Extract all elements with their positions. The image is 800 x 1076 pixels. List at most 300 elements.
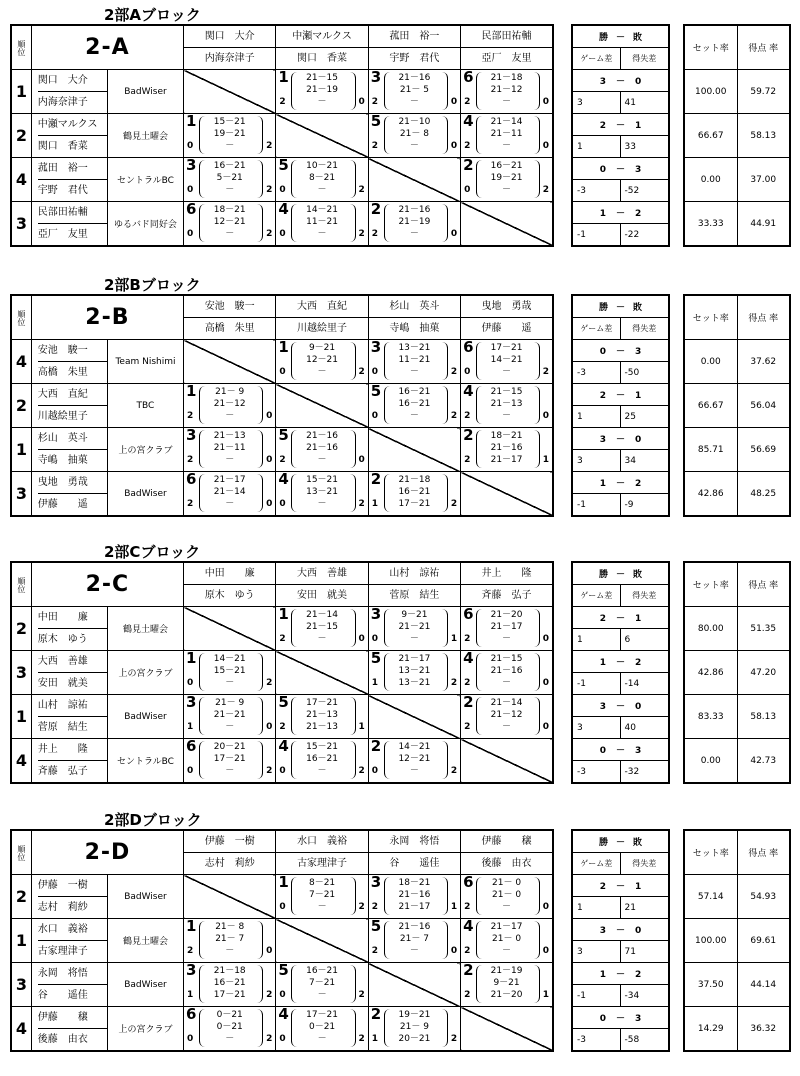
match-result-cell xyxy=(461,875,553,919)
set-rate-value: 100.00 xyxy=(684,70,737,114)
game-score: 21－18 xyxy=(398,475,431,485)
game-score: 21－14 xyxy=(213,487,246,497)
match-result-cell xyxy=(276,607,368,651)
wins-value: 0 xyxy=(599,347,606,357)
match-result-cell xyxy=(276,70,368,114)
game-diff-header: ゲーム差 xyxy=(572,48,620,70)
pair-names xyxy=(31,340,107,384)
match-order: 4 xyxy=(463,113,474,130)
games-won: 0 xyxy=(371,411,378,421)
game-score: 16－21 xyxy=(213,978,246,988)
game-score: 20－21 xyxy=(213,742,246,752)
opponent-header xyxy=(461,295,553,340)
point-rate-value: 47.20 xyxy=(737,651,790,695)
set-rate-value: 42.86 xyxy=(684,651,737,695)
pair-names xyxy=(31,70,107,114)
game-score: 14－21 xyxy=(398,742,431,752)
rank-value: 3 xyxy=(11,202,31,247)
point-rate-value: 48.25 xyxy=(737,472,790,517)
self-match-cell xyxy=(184,340,276,384)
header-player-1: 永岡 将悟 xyxy=(389,836,440,847)
game-score: 8－21 xyxy=(308,878,336,888)
pair-names xyxy=(31,158,107,202)
losses-value: 0 xyxy=(635,702,642,712)
losses-value: 3 xyxy=(635,746,642,756)
set-rate-value: 66.67 xyxy=(684,384,737,428)
win-loss-record xyxy=(572,695,669,717)
game-score: 19－21 xyxy=(490,173,523,183)
block-3 xyxy=(0,541,800,781)
games-won: 0 xyxy=(279,902,286,912)
match-result-cell xyxy=(368,919,460,963)
game-score: 16－21 xyxy=(490,161,523,171)
game-score: － xyxy=(502,185,512,195)
game-score: 16－21 xyxy=(398,487,431,497)
losses-value: 2 xyxy=(635,479,642,489)
block-4 xyxy=(0,809,800,1049)
pair-names xyxy=(31,1007,107,1052)
match-result-cell xyxy=(461,158,553,202)
match-result-cell xyxy=(461,651,553,695)
team-name: TBC xyxy=(107,384,183,428)
game-score: 13－21 xyxy=(398,678,431,688)
header-player-2: 菅原 結生 xyxy=(369,584,460,606)
match-result-cell xyxy=(184,114,276,158)
dash: － xyxy=(616,658,626,668)
match-order: 5 xyxy=(370,650,382,667)
point-diff-value: 21 xyxy=(620,897,669,919)
game-score: － xyxy=(409,141,419,151)
match-order: 6 xyxy=(463,69,474,86)
games-won: 2 xyxy=(464,455,471,465)
games-lost: 2 xyxy=(266,1034,273,1044)
self-match-cell xyxy=(461,739,553,784)
match-order: 1 xyxy=(278,606,289,623)
games-won: 2 xyxy=(464,411,471,421)
game-score: － xyxy=(317,185,327,195)
game-score: － xyxy=(225,455,235,465)
dash: － xyxy=(616,121,626,131)
header-player-2: 後藤 由衣 xyxy=(461,852,552,874)
games-lost: 0 xyxy=(542,634,549,644)
point-diff-value: 41 xyxy=(620,92,669,114)
pair-names xyxy=(31,472,107,517)
point-diff-header: 得失差 xyxy=(620,318,669,340)
games-won: 1 xyxy=(187,722,194,732)
games-won: 2 xyxy=(371,229,378,239)
point-rate-value: 69.61 xyxy=(737,919,790,963)
rank-header: 順位 xyxy=(11,295,31,340)
game-score: － xyxy=(225,678,235,688)
losses-value: 1 xyxy=(635,121,642,131)
match-order: 2 xyxy=(463,157,474,174)
player-1: 伊藤 穣 xyxy=(37,1012,88,1023)
game-score: 21－15 xyxy=(306,73,338,83)
game-score: 15－21 xyxy=(213,117,246,127)
game-diff-value: 3 xyxy=(572,450,620,472)
table-row xyxy=(11,428,553,472)
header-player-1: 水口 義裕 xyxy=(297,836,348,847)
match-result-cell xyxy=(368,875,460,919)
game-score: － xyxy=(409,634,419,644)
opponent-header xyxy=(368,830,460,875)
game-score: 10－21 xyxy=(306,161,338,171)
game-score: 18－21 xyxy=(398,878,431,888)
games-lost: 1 xyxy=(450,634,458,644)
game-score: － xyxy=(317,499,327,509)
match-result-cell xyxy=(461,695,553,739)
point-rate-value: 44.14 xyxy=(737,963,790,1007)
game-score: 21－ 9 xyxy=(215,387,245,397)
game-diff-value: 3 xyxy=(572,717,620,739)
game-score: 17－21 xyxy=(398,499,431,509)
header-player-1: 伊藤 一樹 xyxy=(204,836,255,847)
header-player-1: 大西 直紀 xyxy=(297,301,348,312)
round-robin-table xyxy=(10,829,554,1052)
match-order: 6 xyxy=(463,606,474,623)
set-rate-header: セット率 xyxy=(684,295,737,340)
header-player-1: 中田 廉 xyxy=(204,568,255,579)
match-order: 3 xyxy=(186,694,197,711)
match-order: 2 xyxy=(370,738,382,755)
point-diff-value: 71 xyxy=(620,941,669,963)
game-score: 21－ 9 xyxy=(215,698,245,708)
game-diff-value: -1 xyxy=(572,494,620,517)
point-rate-value: 58.13 xyxy=(737,695,790,739)
game-diff-value: -3 xyxy=(572,180,620,202)
header-player-1: 民部田祐輔 xyxy=(481,31,532,42)
block-title: 2部Cブロック xyxy=(104,543,201,561)
player-1: 井上 隆 xyxy=(37,744,88,755)
games-won: 2 xyxy=(371,902,379,912)
rank-value: 3 xyxy=(11,472,31,517)
header-player-2: 谷 遥佳 xyxy=(369,852,460,874)
self-match-cell xyxy=(461,1007,553,1052)
game-score: 21－17 xyxy=(490,622,523,632)
set-rate-value: 80.00 xyxy=(684,607,737,651)
opponent-header xyxy=(276,562,368,607)
games-won: 2 xyxy=(279,722,286,732)
game-score: 13－21 xyxy=(398,343,431,353)
games-lost: 2 xyxy=(358,766,365,776)
win-loss-record xyxy=(572,114,669,136)
game-score: 21－12 xyxy=(213,399,246,409)
match-result-cell xyxy=(461,963,553,1007)
games-lost: 0 xyxy=(542,902,549,912)
games-lost: 1 xyxy=(542,455,549,465)
point-diff-value: -52 xyxy=(620,180,669,202)
match-result-cell xyxy=(276,202,368,247)
match-result-cell xyxy=(184,158,276,202)
match-order: 3 xyxy=(370,606,382,623)
games-lost: 0 xyxy=(358,97,365,107)
wins-value: 3 xyxy=(599,926,606,936)
rank-value: 2 xyxy=(11,607,31,651)
game-score: － xyxy=(502,722,512,732)
match-result-cell xyxy=(276,739,368,784)
match-order: 4 xyxy=(463,650,474,667)
header-player-2: 宇野 君代 xyxy=(369,47,460,69)
team-name: ゆるバド同好会 xyxy=(107,202,183,247)
team-name: BadWiser xyxy=(107,70,183,114)
game-score: － xyxy=(409,229,419,239)
wins-value: 3 xyxy=(599,702,606,712)
header-player-1: 井上 隆 xyxy=(481,568,532,579)
player-2: 川越絵里子 xyxy=(38,405,107,427)
losses-value: 3 xyxy=(635,1014,642,1024)
game-diff-value: -1 xyxy=(572,224,620,247)
game-score: － xyxy=(317,990,327,1000)
win-loss-record xyxy=(572,607,669,629)
game-score: 15－21 xyxy=(306,742,338,752)
round-robin-table xyxy=(10,24,554,247)
set-rate-value: 0.00 xyxy=(684,739,737,784)
game-score: 8－21 xyxy=(308,173,336,183)
match-order: 2 xyxy=(463,427,474,444)
games-lost: 0 xyxy=(266,499,273,509)
win-loss-record xyxy=(572,1007,669,1029)
match-order: 4 xyxy=(278,471,289,488)
match-result-cell xyxy=(184,651,276,695)
game-score: 17－21 xyxy=(306,1010,339,1020)
game-score: － xyxy=(225,185,235,195)
team-name: 上の宮クラブ xyxy=(107,428,183,472)
header-player-2: 川越絵里子 xyxy=(276,317,367,339)
game-diff-header: ゲーム差 xyxy=(572,318,620,340)
match-result-cell xyxy=(368,340,460,384)
point-diff-value: -34 xyxy=(620,985,669,1007)
game-diff-value: -1 xyxy=(572,985,620,1007)
header-player-1: 杉山 英斗 xyxy=(389,301,440,312)
win-loss-record xyxy=(572,340,669,362)
dash: － xyxy=(616,970,626,980)
games-lost: 0 xyxy=(542,722,549,732)
match-result-cell xyxy=(184,919,276,963)
player-2: 寺嶋 抽菓 xyxy=(38,449,107,471)
match-order: 5 xyxy=(370,918,382,935)
point-rate-value: 51.35 xyxy=(737,607,790,651)
self-match-cell xyxy=(276,384,368,428)
games-lost: 0 xyxy=(542,678,549,688)
game-score: 21－21 xyxy=(398,622,431,632)
set-rate-value: 14.29 xyxy=(684,1007,737,1052)
games-lost: 2 xyxy=(450,411,458,421)
game-score: 21－19 xyxy=(306,85,338,95)
game-score: － xyxy=(409,411,419,421)
games-won: 2 xyxy=(464,990,471,1000)
game-score: 21－17 xyxy=(398,654,431,664)
games-lost: 2 xyxy=(266,990,273,1000)
game-score: 7－21 xyxy=(308,890,336,900)
games-won: 0 xyxy=(279,367,286,377)
game-score: 21－15 xyxy=(490,387,523,397)
rate-table xyxy=(683,561,791,784)
team-name: 鶴見土曜会 xyxy=(107,919,183,963)
match-order: 4 xyxy=(463,918,474,935)
table-row xyxy=(11,963,553,1007)
point-rate-value: 42.73 xyxy=(737,739,790,784)
player-1: 中田 廉 xyxy=(37,612,88,623)
opponent-header xyxy=(461,562,553,607)
rank-value: 4 xyxy=(11,340,31,384)
games-lost: 2 xyxy=(358,990,365,1000)
games-won: 2 xyxy=(464,634,471,644)
match-result-cell xyxy=(184,428,276,472)
player-1: 大西 直紀 xyxy=(37,389,88,400)
game-score: 21－16 xyxy=(398,890,431,900)
set-rate-value: 37.50 xyxy=(684,963,737,1007)
point-rate-value: 59.72 xyxy=(737,70,790,114)
match-result-cell xyxy=(184,739,276,784)
set-rate-value: 83.33 xyxy=(684,695,737,739)
header-player-2: 原木 ゆう xyxy=(184,584,275,606)
rank-value: 4 xyxy=(11,739,31,784)
game-score: 21－ 0 xyxy=(492,934,522,944)
player-2: 谷 遥佳 xyxy=(38,984,107,1006)
point-rate-value: 54.93 xyxy=(737,875,790,919)
table-row xyxy=(11,384,553,428)
games-won: 2 xyxy=(279,97,286,107)
dash: － xyxy=(616,479,626,489)
game-score: － xyxy=(502,902,512,912)
rank-value: 3 xyxy=(11,963,31,1007)
match-result-cell xyxy=(184,472,276,517)
game-score: － xyxy=(317,97,327,107)
opponent-header xyxy=(276,830,368,875)
team-name: 上の宮クラブ xyxy=(107,1007,183,1052)
point-rate-header: 得点 率 xyxy=(737,25,790,70)
game-score: － xyxy=(317,902,327,912)
game-score: － xyxy=(317,634,327,644)
dash: － xyxy=(616,1014,626,1024)
team-name: BadWiser xyxy=(107,472,183,517)
games-lost: 0 xyxy=(542,97,549,107)
game-score: 21－16 xyxy=(398,205,431,215)
wins-value: 2 xyxy=(599,882,606,892)
self-match-cell xyxy=(276,651,368,695)
player-2: 志村 莉紗 xyxy=(38,896,107,918)
wins-value: 0 xyxy=(599,746,606,756)
player-2: 伊藤 遥 xyxy=(38,493,107,515)
games-lost: 0 xyxy=(450,97,458,107)
self-match-cell xyxy=(184,70,276,114)
game-score: 12－21 xyxy=(398,754,431,764)
point-diff-value: -58 xyxy=(620,1029,669,1052)
game-score: 21－17 xyxy=(213,475,246,485)
wins-value: 3 xyxy=(599,77,606,87)
games-lost: 2 xyxy=(542,185,549,195)
rank-value: 2 xyxy=(11,875,31,919)
game-score: － xyxy=(409,946,419,956)
opponent-header xyxy=(184,25,276,70)
game-score: 21－18 xyxy=(490,73,523,83)
pair-names xyxy=(31,963,107,1007)
set-rate-value: 100.00 xyxy=(684,919,737,963)
game-score: 21－16 xyxy=(490,443,523,453)
losses-value: 2 xyxy=(635,970,642,980)
games-won: 0 xyxy=(464,185,471,195)
dash: － xyxy=(616,570,626,580)
win-loss-record xyxy=(572,472,669,494)
player-2: 安田 就美 xyxy=(38,672,107,694)
game-score: 21－13 xyxy=(490,399,523,409)
losses-value: 1 xyxy=(635,391,642,401)
games-won: 0 xyxy=(371,766,378,776)
match-result-cell xyxy=(276,472,368,517)
match-order: 6 xyxy=(186,201,197,218)
header-player-2: 古家理津子 xyxy=(276,852,367,874)
rate-table xyxy=(683,24,791,247)
set-rate-value: 66.67 xyxy=(684,114,737,158)
games-lost: 1 xyxy=(358,722,365,732)
game-score: － xyxy=(225,141,235,151)
games-lost: 0 xyxy=(358,455,365,465)
match-order: 5 xyxy=(278,427,289,444)
header-player-1: 中瀬マルクス xyxy=(292,31,352,42)
games-won: 2 xyxy=(464,946,471,956)
games-lost: 2 xyxy=(266,678,273,688)
table-row xyxy=(11,114,553,158)
losses-value: 0 xyxy=(635,77,642,87)
match-order: 3 xyxy=(186,427,197,444)
player-2: 内海奈津子 xyxy=(38,91,107,113)
game-score: 7－21 xyxy=(308,978,336,988)
games-lost: 1 xyxy=(542,990,549,1000)
player-2: 原木 ゆう xyxy=(38,628,107,650)
match-result-cell xyxy=(184,963,276,1007)
game-diff-value: 1 xyxy=(572,406,620,428)
table-row xyxy=(11,739,553,784)
losses-value: 2 xyxy=(635,209,642,219)
game-diff-value: 3 xyxy=(572,941,620,963)
match-result-cell xyxy=(368,70,460,114)
player-2: 古家理津子 xyxy=(38,940,107,962)
games-won: 0 xyxy=(279,1034,286,1044)
game-score: 21－19 xyxy=(490,966,523,976)
game-score: － xyxy=(317,766,327,776)
point-diff-value: 34 xyxy=(620,450,669,472)
game-score: 21－16 xyxy=(490,666,523,676)
dash: － xyxy=(616,926,626,936)
player-2: 後藤 由衣 xyxy=(38,1028,107,1050)
match-result-cell xyxy=(368,607,460,651)
games-lost: 0 xyxy=(542,946,549,956)
set-rate-value: 57.14 xyxy=(684,875,737,919)
player-2: 亞厂 友里 xyxy=(38,223,107,245)
game-score: 21－21 xyxy=(213,710,246,720)
table-row xyxy=(11,472,553,517)
rank-value: 1 xyxy=(11,70,31,114)
point-diff-value: 40 xyxy=(620,717,669,739)
game-score: 21－13 xyxy=(306,722,338,732)
match-order: 3 xyxy=(370,69,382,86)
game-score: － xyxy=(225,766,235,776)
game-score: 13－21 xyxy=(306,487,338,497)
match-result-cell xyxy=(368,651,460,695)
match-order: 3 xyxy=(186,157,197,174)
player-2: 菅原 結生 xyxy=(38,716,107,738)
game-score: 16－21 xyxy=(213,161,246,171)
point-rate-value: 37.00 xyxy=(737,158,790,202)
win-loss-record xyxy=(572,919,669,941)
game-score: 21－11 xyxy=(490,129,523,139)
point-diff-value: 25 xyxy=(620,406,669,428)
player-1: 安池 駿一 xyxy=(37,345,88,356)
rank-header: 順位 xyxy=(11,562,31,607)
header-player-1: 安池 駿一 xyxy=(204,301,255,312)
pair-names xyxy=(31,919,107,963)
games-lost: 2 xyxy=(450,367,458,377)
